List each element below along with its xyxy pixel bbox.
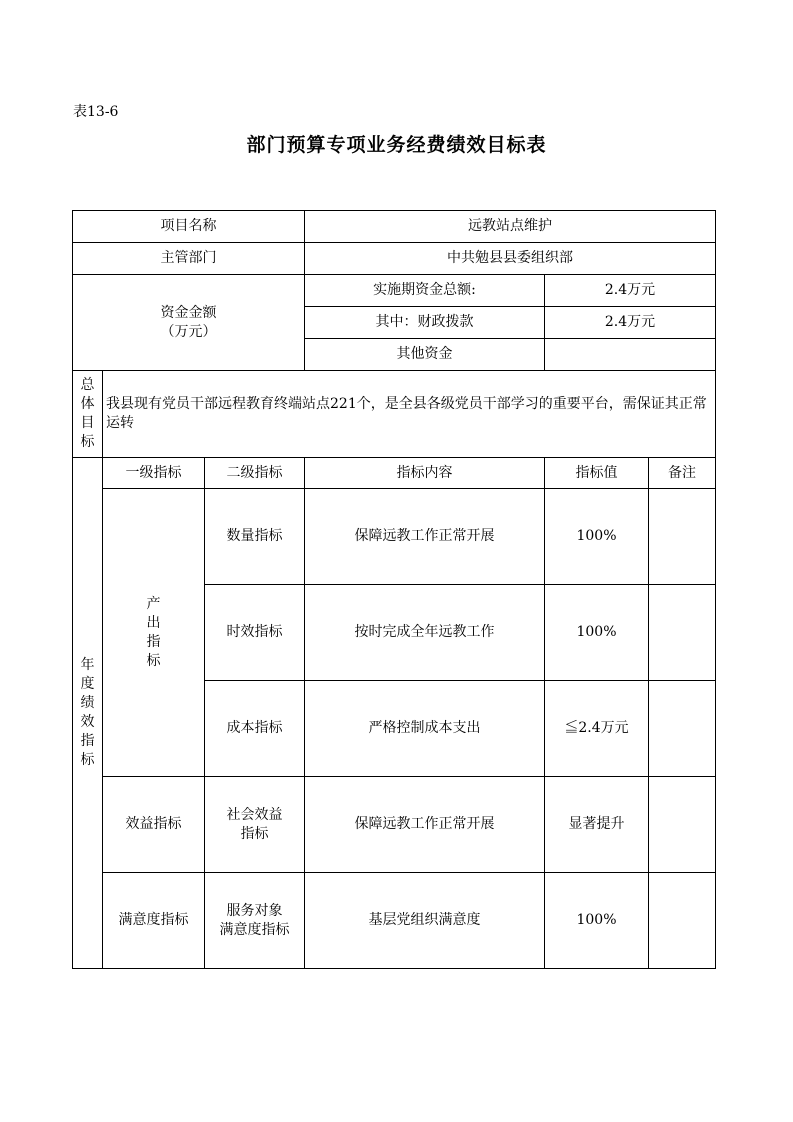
overall-goal-row [73,371,716,458]
cost-indicator: 成本指标 [205,681,305,777]
annual-indicator-char: 年 [80,657,95,673]
service-satisfaction-line2: 满意度指标 [219,921,290,938]
performance-target-table [72,210,716,969]
project-name-label: 项目名称 [73,211,305,243]
department-value: 中共勉县县委组织部 [305,243,716,275]
department-label: 主管部门 [73,243,305,275]
annual-indicator-label [73,458,103,969]
satisfaction-note [649,873,716,969]
header-value: 指标值 [545,458,649,489]
table-row [73,489,716,585]
output-indicator-label [103,489,205,777]
overall-goal-char: 体 [80,396,95,412]
funds-label-line2: （万元） [160,323,217,340]
output-indicator-char: 出 [146,614,161,631]
timeliness-content: 按时完成全年远教工作 [305,585,545,681]
annual-indicator-char: 度 [80,676,95,692]
satisfaction-indicator: 满意度指标 [103,873,205,969]
table-row [73,873,716,969]
funds-label [73,275,305,371]
benefit-note [649,777,716,873]
funds-total-value: 2.4万元 [545,275,716,307]
header-level1: 一级指标 [103,458,205,489]
header-content: 指标内容 [305,458,545,489]
annual-indicator-char: 效 [80,714,95,730]
funds-total-row [73,275,716,307]
annual-indicator-char: 标 [80,752,95,768]
funds-total-label: 实施期资金总额: [305,275,545,307]
funds-label-line1: 资金金额 [160,304,217,321]
benefit-value: 显著提升 [545,777,649,873]
overall-goal-char: 目 [80,415,95,431]
funds-other-label: 其他资金 [305,339,545,371]
output-indicator-char: 指 [146,633,161,650]
annual-indicator-char: 指 [80,733,95,749]
quantity-content: 保障远教工作正常开展 [305,489,545,585]
timeliness-value: 100% [545,585,649,681]
service-satisfaction-indicator [205,873,305,969]
table-number: 表13-6 [73,104,119,120]
satisfaction-value: 100% [545,873,649,969]
overall-goal-text: 我县现有党员干部远程教育终端站点221个，是全县各级党员干部学习的重要平台，需保证其正常运转 [103,371,716,458]
header-level2: 二级指标 [205,458,305,489]
quantity-value: 100% [545,489,649,585]
benefit-content: 保障远教工作正常开展 [305,777,545,873]
cost-content: 严格控制成本支出 [305,681,545,777]
funds-finance-value: 2.4万元 [545,307,716,339]
funds-other-value [545,339,716,371]
social-benefit-line1: 社会效益 [226,806,283,823]
timeliness-note [649,585,716,681]
social-benefit-indicator [205,777,305,873]
project-name-row [73,211,716,243]
satisfaction-content: 基层党组织满意度 [305,873,545,969]
social-benefit-line2: 指标 [240,825,269,842]
service-satisfaction-line1: 服务对象 [226,902,283,919]
output-indicator-char: 产 [146,595,161,612]
output-indicator-char: 标 [146,652,161,669]
quantity-note [649,489,716,585]
table-row [73,777,716,873]
department-row [73,243,716,275]
header-note: 备注 [649,458,716,489]
cost-note [649,681,716,777]
overall-goal-char: 标 [80,434,95,450]
benefit-indicator: 效益指标 [103,777,205,873]
funds-finance-label: 其中：财政拨款 [305,307,545,339]
overall-goal-char: 总 [80,377,95,393]
timeliness-indicator: 时效指标 [205,585,305,681]
project-name-value: 远教站点维护 [305,211,716,243]
annual-indicator-char: 绩 [80,695,95,711]
overall-goal-label [73,371,103,458]
quantity-indicator: 数量指标 [205,489,305,585]
page-title: 部门预算专项业务经费绩效目标表 [246,134,547,156]
cost-value: ≦2.4万元 [545,681,649,777]
indicator-header-row [73,458,716,489]
